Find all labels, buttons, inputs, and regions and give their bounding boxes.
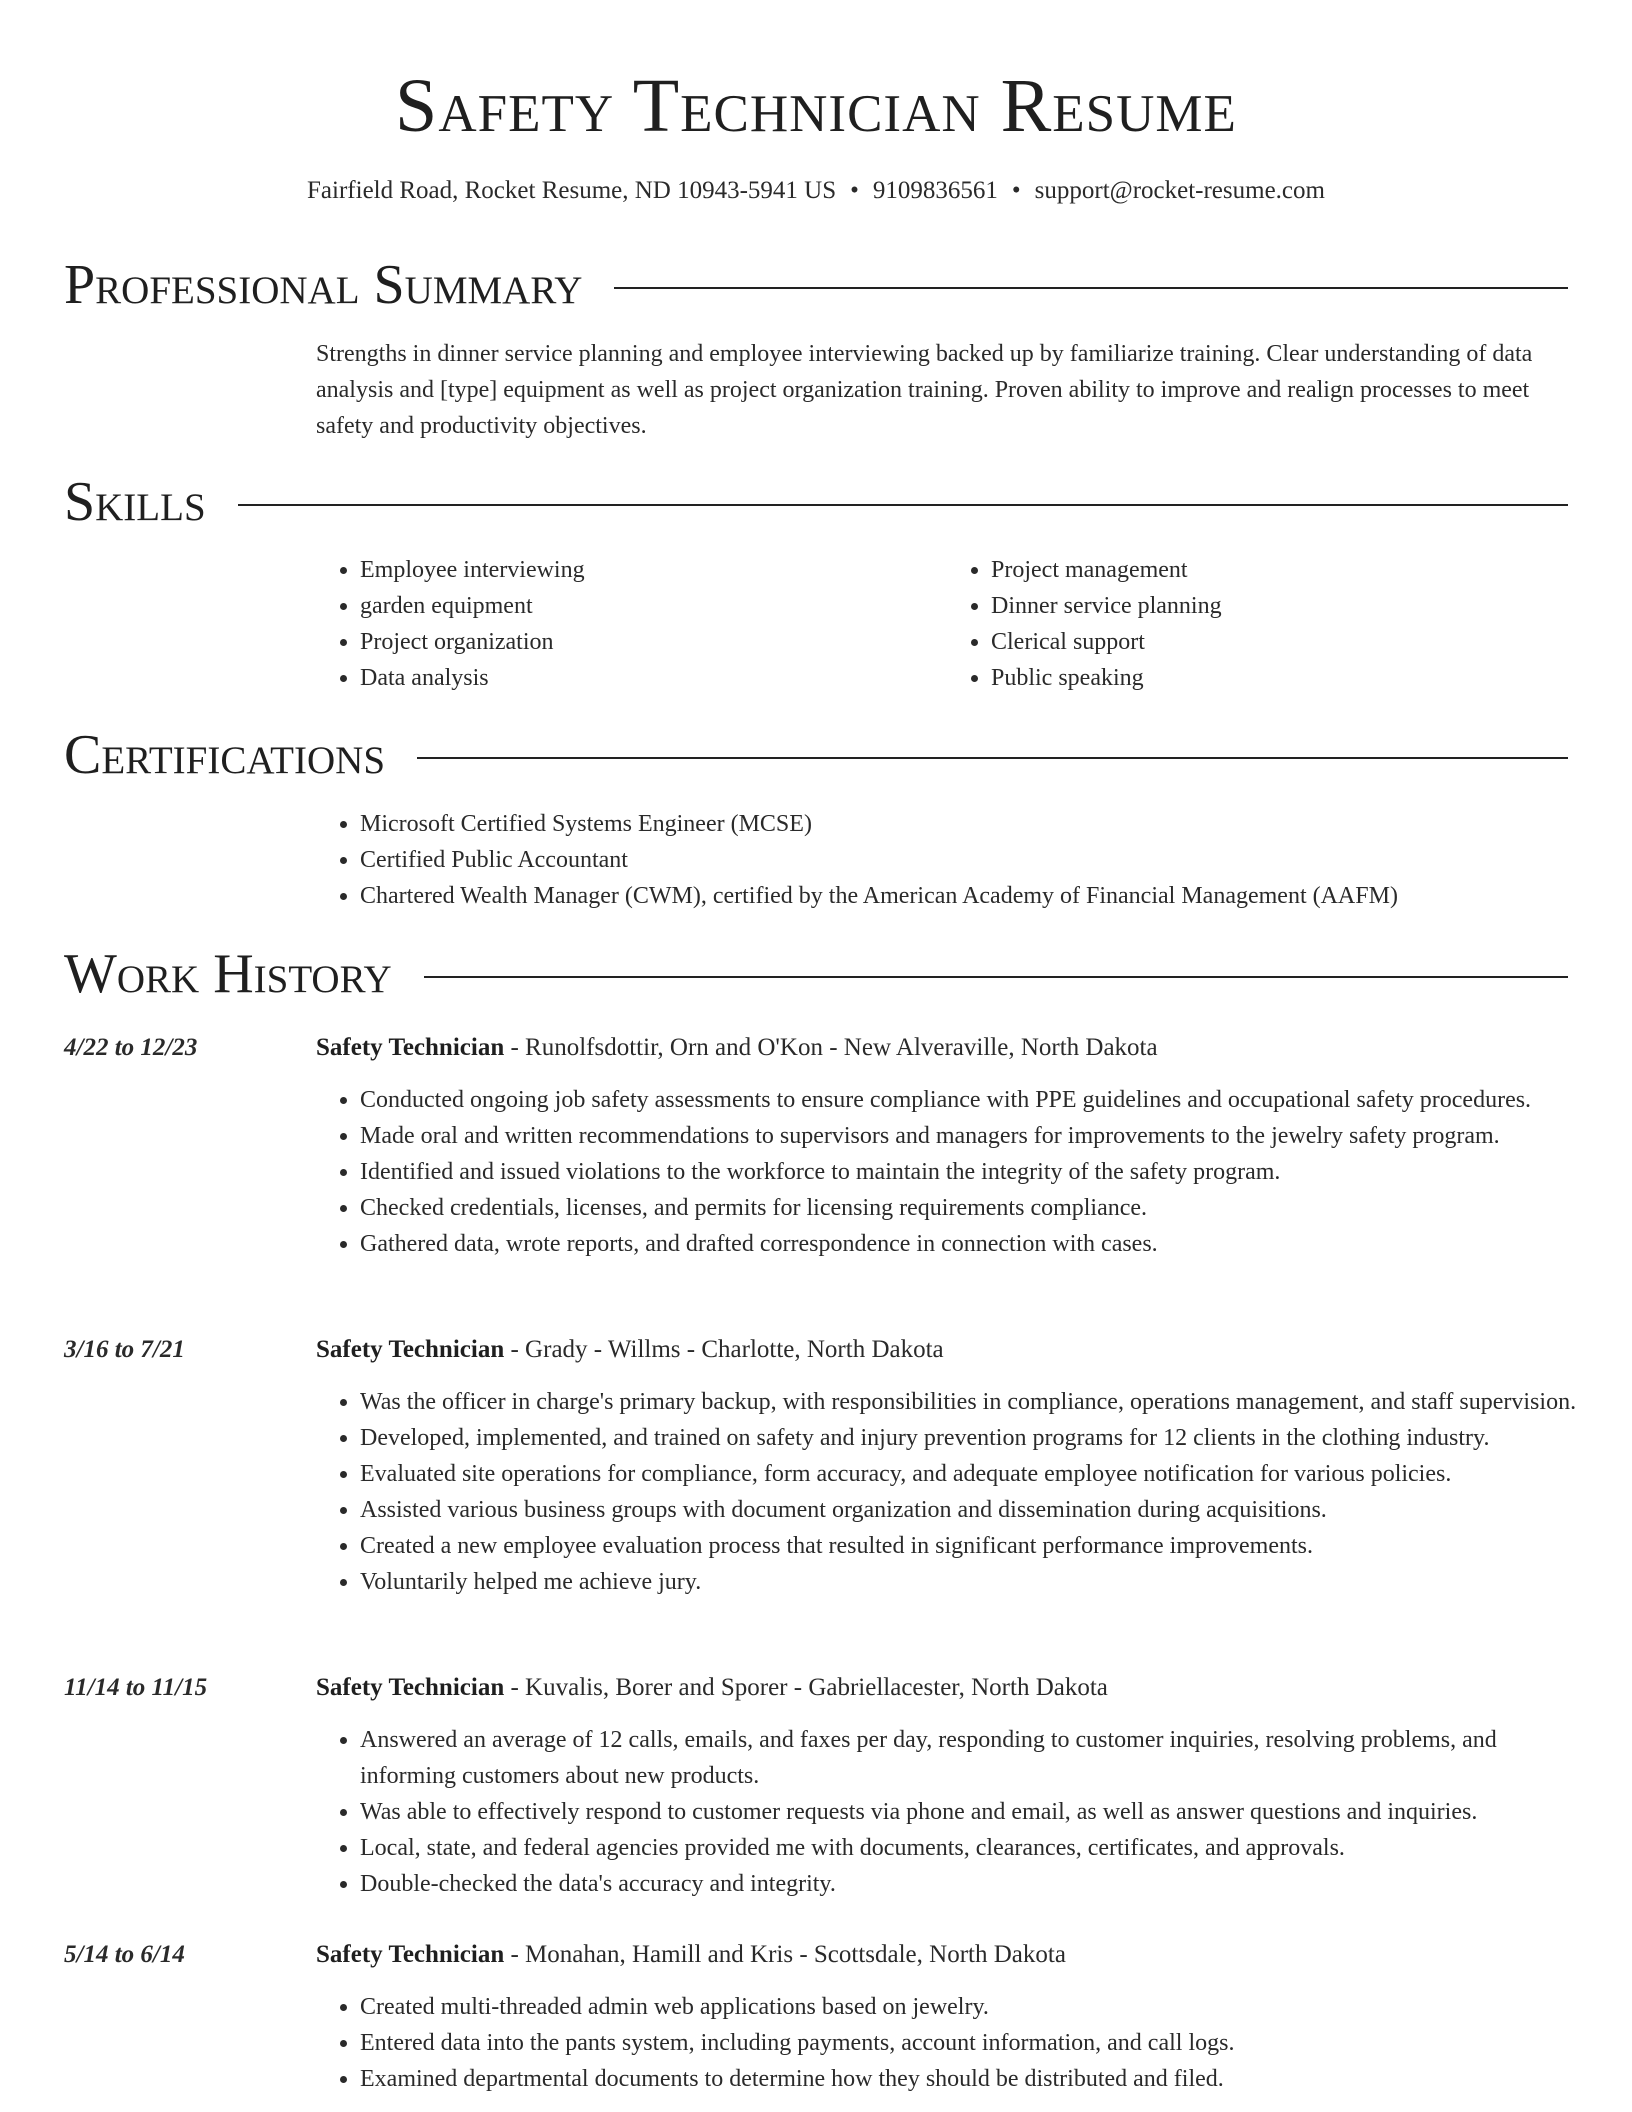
section-divider <box>614 287 1568 289</box>
job-heading <box>316 1030 1578 1066</box>
duty-item: • Examined departmental documents to determine how they should be distributed and filed. <box>360 2061 1578 2097</box>
certification-item: • Microsoft Certified Systems Engineer (MCSE) <box>360 806 1578 842</box>
duty-item: • Voluntarily helped me achieve jury. <box>360 1564 1578 1600</box>
duty-item: • Local, state, and federal agencies provided me with documents, clearances, certificates, and approvals. <box>360 1830 1578 1866</box>
section-professional-summary <box>64 253 1568 317</box>
job-heading <box>316 1937 1578 1973</box>
skill-item: • Data analysis <box>360 660 947 696</box>
summary-text: Strengths in dinner service planning and employee interviewing backed up by familiarize training. Clear understanding of data analysis and [type] equipment as well as project organization training. Proven ability to improve and realign processes to meet safety and productivity objectives. <box>316 341 1533 439</box>
duty-item: • Checked credentials, licenses, and permits for licensing requirements compliance. <box>360 1190 1578 1226</box>
duty-item: • Conducted ongoing job safety assessments to ensure compliance with PPE guidelines and occupational safety procedures. <box>360 1082 1578 1118</box>
duty-item: • Gathered data, wrote reports, and drafted correspondence in connection with cases. <box>360 1226 1578 1262</box>
job-duties <box>316 1722 1578 1902</box>
job-duties <box>316 1989 1578 2097</box>
duty-item: • Identified and issued violations to the workforce to maintain the integrity of the safety program. <box>360 1154 1578 1190</box>
duty-item: • Evaluated site operations for compliance, form accuracy, and adequate employee notification for various policies. <box>360 1456 1578 1492</box>
section-work-history <box>64 942 1568 1006</box>
job-employer: - Grady - Willms - Charlotte, North Dakota <box>504 1336 944 1363</box>
section-certifications <box>64 723 1568 787</box>
job-title: Safety Technician <box>316 1941 505 1968</box>
section-divider <box>238 504 1568 506</box>
section-skills <box>64 470 1568 534</box>
resume-title: Safety Technician Resume <box>395 64 1237 148</box>
job-dates: 4/22 to 12/23 <box>64 1034 198 1061</box>
job-employer: - Runolfsdottir, Orn and O'Kon - New Alveraville, North Dakota <box>504 1034 1158 1061</box>
duty-item: • Was the officer in charge's primary backup, with responsibilities in compliance, operations management, and staff supervision. <box>360 1384 1578 1420</box>
job-heading <box>316 1670 1578 1706</box>
duty-item: • Was able to effectively respond to customer requests via phone and email, as well as answer questions and inquiries. <box>360 1794 1578 1830</box>
job-duties <box>316 1082 1578 1262</box>
skill-item: • garden equipment <box>360 588 947 624</box>
skill-item: • Project management <box>991 552 1578 588</box>
skills-column-left <box>316 552 947 696</box>
contact-address: Fairfield Road, Rocket Resume, ND 10943-5941 US <box>307 177 837 204</box>
duty-item: • Developed, implemented, and trained on safety and injury prevention programs for 12 clients in the clothing industry. <box>360 1420 1578 1456</box>
job-heading <box>316 1332 1578 1368</box>
job-title: Safety Technician <box>316 1336 505 1363</box>
skill-item: • Clerical support <box>991 624 1578 660</box>
duty-item: • Made oral and written recommendations to supervisors and managers for improvements to the jewelry safety program. <box>360 1118 1578 1154</box>
job-title: Safety Technician <box>316 1674 505 1701</box>
skills-column-right <box>947 552 1578 696</box>
duty-item: • Assisted various business groups with document organization and dissemination during acquisitions. <box>360 1492 1578 1528</box>
skill-item: • Dinner service planning <box>991 588 1578 624</box>
job-duties <box>316 1384 1578 1600</box>
certification-item: • Certified Public Accountant <box>360 842 1578 878</box>
duty-item: • Entered data into the pants system, including payments, account information, and call logs. <box>360 2025 1578 2061</box>
contact-email: support@rocket-resume.com <box>1034 177 1325 204</box>
duty-item: • Answered an average of 12 calls, emails, and faxes per day, responding to customer inquiries, resolving problems, and informing customers about new products. <box>360 1722 1578 1794</box>
job-employer: - Kuvalis, Borer and Sporer - Gabriellacester, North Dakota <box>504 1674 1108 1701</box>
section-title: Work History <box>64 943 392 1005</box>
skill-item: • Employee interviewing <box>360 552 947 588</box>
job-dates: 5/14 to 6/14 <box>64 1941 185 1968</box>
certifications-list <box>316 806 1578 914</box>
duty-item: • Created multi-threaded admin web applications based on jewelry. <box>360 1989 1578 2025</box>
contact-phone: 9109836561 <box>872 177 998 204</box>
certification-item: • Chartered Wealth Manager (CWM), certified by the American Academy of Financial Management (AAFM) <box>360 878 1578 914</box>
skill-item: • Public speaking <box>991 660 1578 696</box>
contact-line <box>0 176 1632 206</box>
duty-item: • Double-checked the data's accuracy and integrity. <box>360 1866 1578 1902</box>
contact-separator: • <box>1011 177 1021 204</box>
job-employer: - Monahan, Hamill and Kris - Scottsdale, North Dakota <box>504 1941 1066 1968</box>
skills-list <box>316 552 1578 696</box>
job-title: Safety Technician <box>316 1034 505 1061</box>
section-title: Certifications <box>64 724 386 786</box>
job-dates: 11/14 to 11/15 <box>64 1674 208 1701</box>
section-divider <box>424 976 1568 978</box>
skill-item: • Project organization <box>360 624 947 660</box>
duty-item: • Created a new employee evaluation process that resulted in significant performance improvements. <box>360 1528 1578 1564</box>
section-divider <box>417 757 1568 759</box>
job-dates: 3/16 to 7/21 <box>64 1336 185 1363</box>
contact-separator: • <box>850 177 859 204</box>
section-title: Skills <box>64 471 206 533</box>
section-title: Professional Summary <box>64 254 583 316</box>
